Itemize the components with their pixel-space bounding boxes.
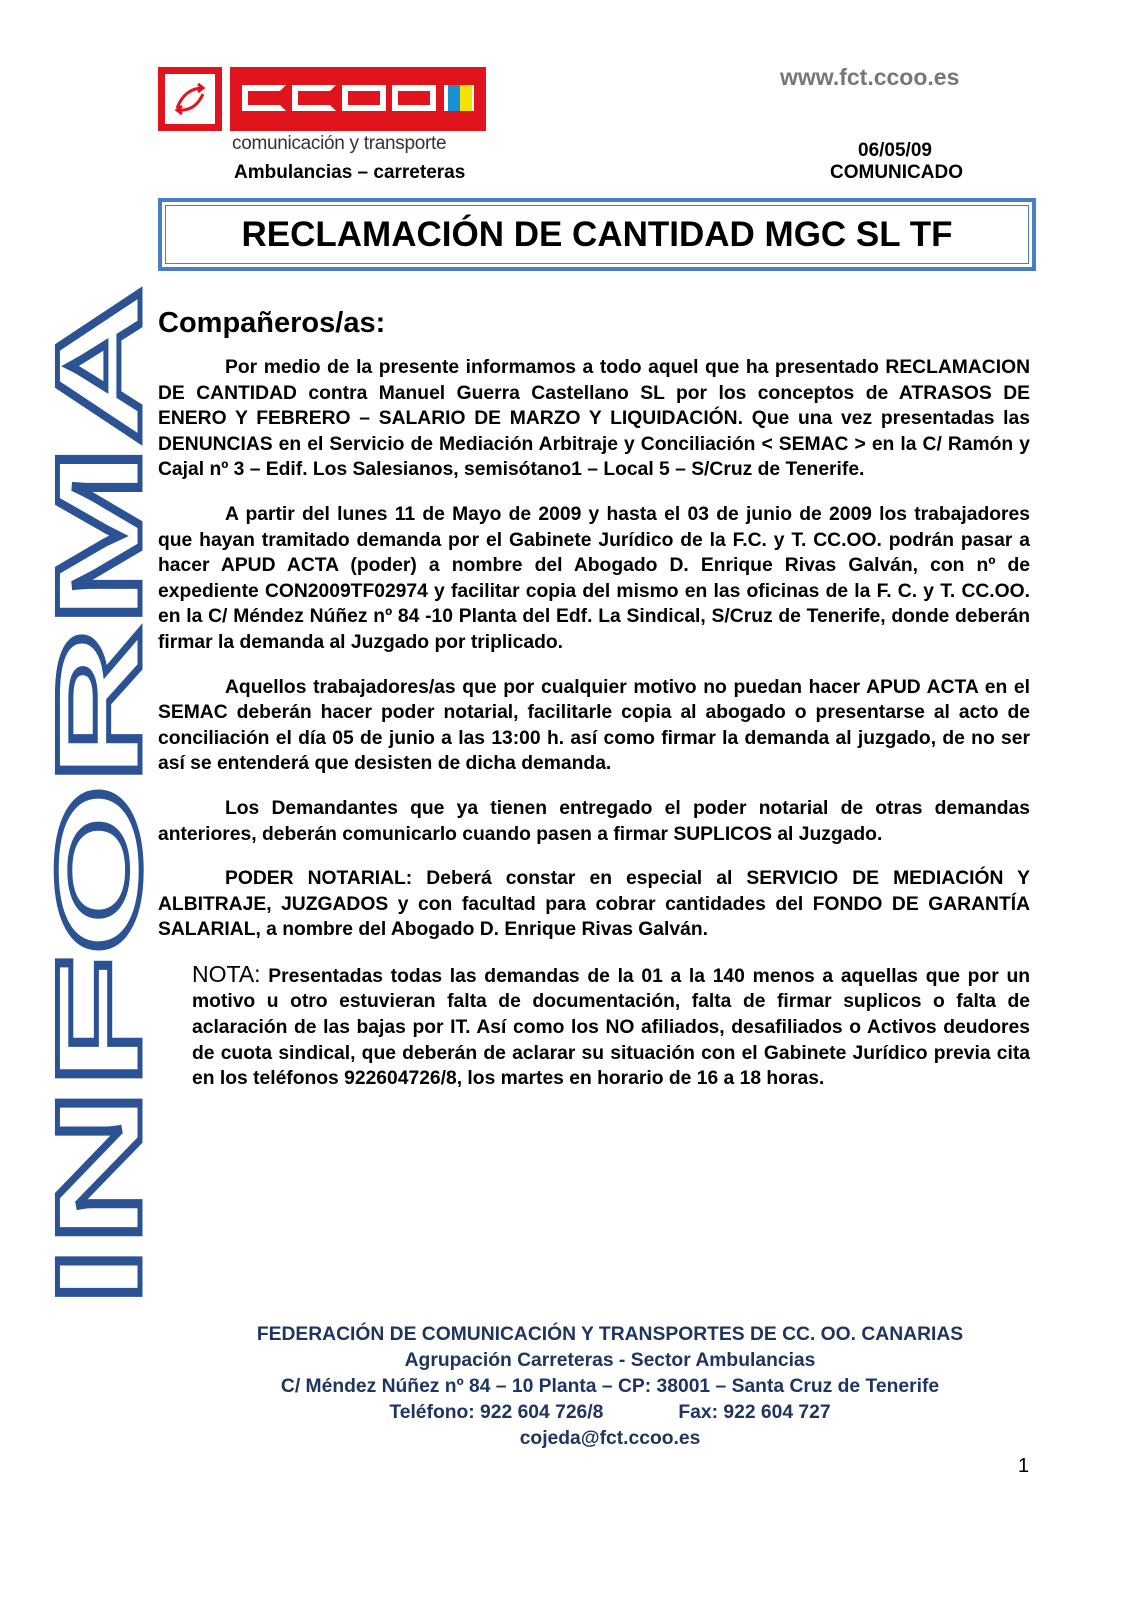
greeting: Compañeros/as: xyxy=(158,307,386,339)
note-paragraph xyxy=(192,962,1030,1092)
page-title: RECLAMACIÓN DE CANTIDAD MGC SL TF xyxy=(165,205,1029,264)
note-text: Presentadas todas las demandas de la 01 a la 140 menos a aquellas que por un motivo u otro estuvieran falta de documentación, falta de firmar suplicos o falta de aclaración de las bajas por IT. Así como los NO afiliados, desafiliados o Activos deudores de cuota sindical, que deberán de aclarar su situación con el Gabinete Jurídico previa cita en los teléfonos 922604726/8, los martes en horario de 16 a 18 horas. xyxy=(192,965,1030,1090)
informa-banner xyxy=(32,282,166,1312)
website: www.fct.ccoo.es xyxy=(780,64,960,90)
date: 06/05/09 xyxy=(858,140,932,161)
informa-text: INFORMA xyxy=(32,747,166,1307)
paragraph: Por medio de la presente informamos a todo aquel que ha presentado RECLAMACION DE CANTIDAD contra Manuel Guerra Castellano SL por los conceptos de ATRASOS DE ENERO Y FEBRERO – SALARIO DE MARZO Y LIQUIDACIÓN. Que una vez presentadas las DENUNCIAS en el Servicio de Mediación Arbitraje y Conciliación < SEMAC > en la C/ Ramón y Cajal nº 3 – Edif. Los Salesianos, semisótano1 – Local 5 – S/Cruz de Tenerife. xyxy=(158,357,1030,481)
paragraph: A partir del lunes 11 de Mayo de 2009 y hasta el 03 de junio de 2009 los trabajadores que hayan tramitado demanda por el Gabinete Jurídico de la F.C. y T. CC.OO. podrán pasar a hacer APUD ACTA (poder) a nombre del Abogado D. Enrique Rivas Galván, con nº de expediente CON2009TF02974 y facilitar copia del mismo en las oficinas de la F. C. y T. CC.OO. en la C/ Méndez Núñez nº 84 -10 Planta del Edf. La Sindical, S/Cruz de Tenerife, donde deberán firmar la demanda al Juzgado por triplicado. xyxy=(158,503,1030,653)
footer xyxy=(158,1322,1062,1452)
footer-email[interactable]: cojeda@fct.ccoo.es xyxy=(519,1428,701,1449)
paragraph: Aquellos trabajadores/as que por cualquier motivo no puedan hacer APUD ACTA en el SEMAC deberán hacer poder notarial, facilitarle copia al abogado o presentarse al acto de conciliación el día 05 de junio a las 13:00 h. así como firmar la demanda al juzgado, de no ser así se entenderá que desisten de dicha demanda. xyxy=(158,676,1030,775)
footer-group: Agrupación Carreteras - Sector Ambulancias xyxy=(404,1350,816,1371)
footer-org: FEDERACIÓN DE COMUNICACIÓN Y TRANSPORTES DE CC. OO. CANARIAS xyxy=(256,1324,964,1345)
sector-label: Ambulancias – carreteras xyxy=(234,162,466,183)
ccoo-logo xyxy=(158,67,486,131)
paragraph: Los Demandantes que ya tienen entregado el poder notarial de otras demandas anteriores, deberán comunicarlo cuando pasen a firmar SUPLICOS al Juzgado. xyxy=(158,797,1030,845)
paragraph: PODER NOTARIAL: Deberá constar en especial al SERVICIO DE MEDIACIÓN Y ALBITRAJE, JUZGADOS y con facultad para cobrar cantidades del FONDO DE GARANTÍA SALARIAL, a nombre del Abogado D. Enrique Rivas Galván. xyxy=(158,868,1030,941)
footer-address: C/ Méndez Núñez nº 84 – 10 Planta – CP: 38001 – Santa Cruz de Tenerife xyxy=(280,1376,940,1397)
logo-subtitle: comunicación y transporte xyxy=(232,133,447,154)
footer-fax: Fax: 922 604 727 xyxy=(678,1402,831,1423)
canarias-flag-icon xyxy=(444,85,474,111)
footer-phone: Teléfono: 922 604 726/8 xyxy=(389,1402,604,1423)
note-label: NOTA: xyxy=(192,960,261,987)
title-box xyxy=(158,198,1036,271)
logo-arrows-icon xyxy=(158,67,222,131)
doc-type: COMUNICADO xyxy=(830,162,963,183)
page-number: 1 xyxy=(1018,1455,1030,1477)
body xyxy=(158,305,1030,1111)
